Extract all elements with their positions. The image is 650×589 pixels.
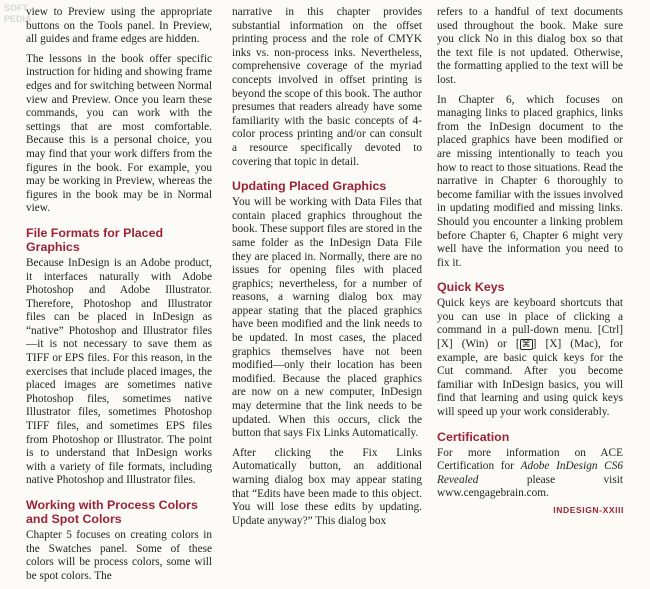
paragraph: Chapter 5 focuses on creating colors in the Swatches panel. Some of these colors will be process colors, some will be spot colors. The (26, 529, 212, 582)
paragraph: refers to a handful of text documents used throughout the book. Make sure you click No in this dialog box so that the text file is not updated. Otherwise, the formatting applied to the text will be lost. (437, 6, 623, 86)
text-run: Quick keys are keyboard shortcuts that you can use in place of clicking a command in a pull-down menu. [Ctrl][X] (Win) or [ (437, 297, 623, 351)
section-heading-certification: Certification (437, 429, 510, 444)
command-key-icon: ⌘ (521, 339, 531, 350)
paragraph: narrative in this chapter provides substantial information on the offset printing process and the role of CMYK inks vs. non-process inks. Nevertheless, comprehensive coverage of the myriad concepts involved in offset printing is beyond the scope of this book. The author presumes that readers already have some familiarity with the basic concepts of 4-color process printing and/or can consult a resource specifically devoted to covering that topic in detail. (232, 6, 422, 168)
column-right (437, 6, 623, 507)
column-middle (232, 6, 422, 534)
paragraph: view to Preview using the appropriate buttons on the Tools panel. In Preview, all guides and frame edges are hidden. (26, 6, 212, 46)
paragraph: After clicking the Fix Links Automatically button, an additional warning dialog box may appear stating that “Edits have been made to this object. You will lose these edits by updating. Update anyway?” This dialog box (232, 446, 422, 527)
text-run: please visit www.cengagebrain.com. (437, 473, 623, 500)
section-heading-quick-keys: Quick Keys (437, 280, 505, 295)
column-left (26, 6, 212, 589)
watermark-logo: SOFT PEDIA (4, 3, 32, 24)
book-title: Adobe InDesign CS6 Revealed (437, 460, 623, 486)
text-run: For more information on ACE Certification for (437, 446, 623, 473)
section-heading-file-formats: File Formats for Placed Graphics (26, 225, 164, 254)
section-heading-process-colors: Working with Process Colors and Spot Colors (26, 498, 198, 526)
page-number-label: INDESIGN-XXIII (553, 505, 624, 515)
text-run: ] [X] (Mac), for example, are basic quick keys for the Cut command. After you become familiar with InDesign basics, you will find that learning and using quick keys will speed up your work considerably. (437, 338, 623, 419)
paragraph-quick-keys (437, 297, 623, 419)
paragraph: Because InDesign is an Adobe product, it interfaces naturally with Adobe Photoshop and Adobe Illustrator. Therefore, Photoshop and Illustrator files can be placed in InDesign as “native” Photoshop and Illustrator files—it is not necessary to save them as TIFF or EPS files. For this reason, in the exercises that include placed images, the placed images are sometimes native Photoshop files, sometimes native Illustrator files, sometimes Photoshop TIFF files, and sometimes EPS files from Photoshop or Illustrator. The point is to understand that InDesign works with a variety of file formats, including native Photoshop and Illustrator files. (26, 256, 212, 487)
paragraph: You will be working with Data Files that contain placed graphics throughout the book. These support files are stored in the same folder as the InDesign Data File they are placed in. Normally, there are no issues for opening files with placed graphics; nevertheless, for a number of reasons, a warning dialog box may appear stating that the placed graphics have been modified and the link needs to be updated. In most cases, the placed graphics themselves have not been modified—only their location has been modified. Because the placed graphics are now on a new computer, InDesign may determine that the link needs to be updated. When this occurs, click the button that says Fix Links Automatically. (232, 196, 422, 440)
paragraph: The lessons in the book offer specific instruction for hiding and showing frame edges and for switching between Normal view and Preview. Once you learn these commands, you can work with the settings that are most comfortable. Because this is a personal choice, you may find that your work differs from the figures in the book. For example, you may be working in Preview, whereas the figures in the book may be in Normal view. (26, 52, 212, 215)
paragraph-certification (437, 447, 623, 501)
section-heading-updating-graphics: Updating Placed Graphics (232, 179, 387, 194)
paragraph: In Chapter 6, which focuses on managing links to placed graphics, links from the InDesign document to the placed graphics have been modified or are missing intentionally to teach you how to react to those situations. Read the narrative in Chapter 6 thoroughly to become familiar with the issues involved in updating modified and missing links. Should you encounter a linking problem before Chapter 6, Chapter 6 might very well have the information you need to fix it. (437, 93, 623, 269)
